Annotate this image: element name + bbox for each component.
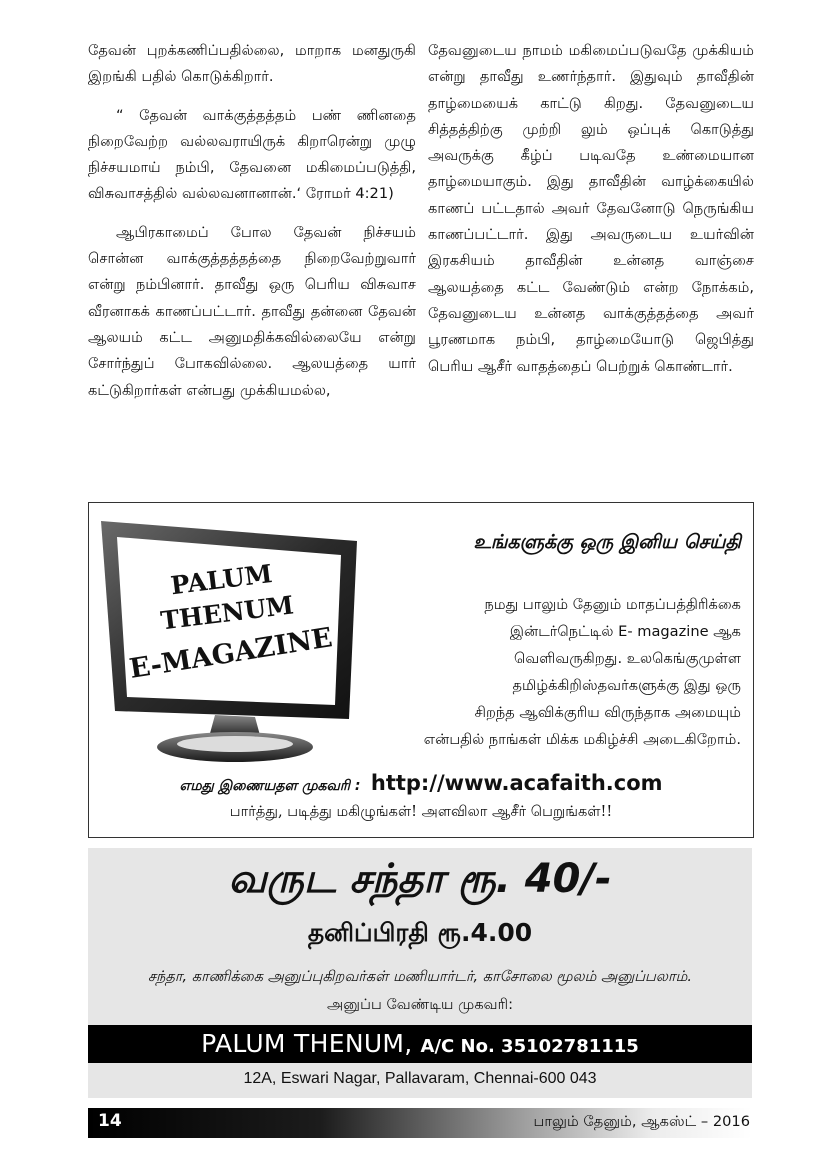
article-paragraph: தேவன் புறக்கணிப்பதில்லை, மாறாக மனதுருகி இறங்கி பதில் கொடுக்கிறார். xyxy=(88,42,416,86)
page-footer xyxy=(88,1108,752,1138)
address-label: அனுப்ப வேண்டிய முகவரி: xyxy=(326,996,514,1013)
payee-name: PALUM THENUM, xyxy=(201,1029,413,1058)
single-copy-price: தனிப்பிரதி ரூ.4.00 xyxy=(307,918,533,947)
promo-body-line: என்பதில் நாங்கள் மிக்க மகிழ்ச்சி அடைகிறோம். xyxy=(423,731,741,748)
promo-tagline: பார்த்து, படித்து மகிழுங்கள்! அளவிலா ஆசீர் பெறுங்கள்!! xyxy=(229,803,613,820)
promo-body-line: தமிழ்க்கிறிஸ்தவர்களுக்கு இது ஒரு xyxy=(512,677,741,694)
subscription-box xyxy=(88,848,752,1098)
annual-subscription-price: வருட சந்தா ரூ. 40/- xyxy=(228,856,612,902)
promo-heading: உங்களுக்கு ஒரு இனிய செய்தி xyxy=(473,531,741,553)
postal-address: 12A, Eswari Nagar, Pallavaram, Chennai-600 043 xyxy=(243,1070,597,1087)
article-right-column xyxy=(428,38,754,392)
website-link[interactable]: http://www.acafaith.com xyxy=(370,771,663,795)
footer-title: பாலும் தேனும், ஆகஸ்ட் – 2016 xyxy=(533,1113,750,1130)
article-paragraph: தேவனுடைய நாமம் மகிமைப்படுவதே முக்கியம் என்று தாவீது உணர்ந்தார். இதுவும் தாவீதின் தாழ்மையைக் காட்டு கிறது. தேவனுடைய சித்தத்திற்கு முற்றி லும் ஒப்புக் கொடுத்து அவருக்கு கீழ்ப் படிவதே உண்மையான தாழ்மையாகும். இது தாவீதின் வாழ்க்கையில் காணப் பட்டதால் அவர் தேவனோடு நெருங்கிய காணப்பட்டார். இது அவருடைய உயர்வின் இரகசியம் தாவீதின் உன்னத வாஞ்சை ஆலயத்தை கட்ட வேண்டும் என்ற நோக்கம், தேவனுடைய உன்னத வாக்குத்தத்தை அவர் பூரணமாக நம்பி, தாழ்மையோடு ஜெபித்து பெரிய ஆசீர் வாதத்தைப் பெற்றுக் கொண்டார். xyxy=(428,42,754,375)
screen-text-line: E-MAGAZINE xyxy=(127,622,335,685)
promo-body xyxy=(339,591,741,753)
promo-body-line: சிறந்த ஆவிக்குரிய விருந்தாக அமையும் xyxy=(474,704,741,721)
article-paragraph: ஆபிரகாமைப் போல தேவன் நிச்சயம் சொன்ன வாக்குத்தத்தத்தை நிறைவேற்றுவார் என்று நம்பினார். தாவீது ஒரு பெரிய விசுவாச வீரனாகக் காணப்பட்டார். தாவீது தன்னை தேவன் ஆலயம் கட்ட அனுமதிக்கவில்லையே என்று சோர்ந்துப் போகவில்லை. ஆலயத்தை யார் கட்டுகிறார்கள் என்பது முக்கியமல்ல, xyxy=(88,223,416,399)
screen-text-line: PALUM xyxy=(169,559,274,601)
monitor-illustration xyxy=(95,507,365,769)
screen-text-line: THENUM xyxy=(159,590,296,636)
article-left-column xyxy=(88,38,416,416)
url-label: எமது இணையதள முகவரி : xyxy=(179,778,361,794)
scripture-quote: “ தேவன் வாக்குத்தத்தம் பண் ணினதை நிறைவேற்ற வல்லவராயிருக் கிறாரென்று முழு நிச்சயமாய் நம்பி, தேவனை மகிமைப்படுத்தி, விசுவாசத்தில் வல்லவனானான்.‘ ரோமர் 4:21) xyxy=(88,106,416,203)
page-number: 14 xyxy=(98,1111,122,1131)
payment-note: சந்தா, காணிக்கை அனுப்புகிறவர்கள் மணியார்டர், காசோலை மூலம் அனுப்பலாம். xyxy=(147,968,693,985)
promo-body-line: நமது பாலும் தேனும் மாதப்பத்திரிக்கை xyxy=(484,596,741,613)
e-magazine-promo-box xyxy=(88,502,754,838)
account-number: A/C No. 35102781115 xyxy=(420,1036,639,1057)
promo-body-line: இன்டர்நெட்டில் E- magazine ஆக xyxy=(509,623,741,640)
promo-body-line: வெளிவருகிறது. உலகெங்குமுள்ள xyxy=(513,650,741,667)
payee-band xyxy=(88,1025,752,1063)
promo-url-row xyxy=(89,771,753,796)
